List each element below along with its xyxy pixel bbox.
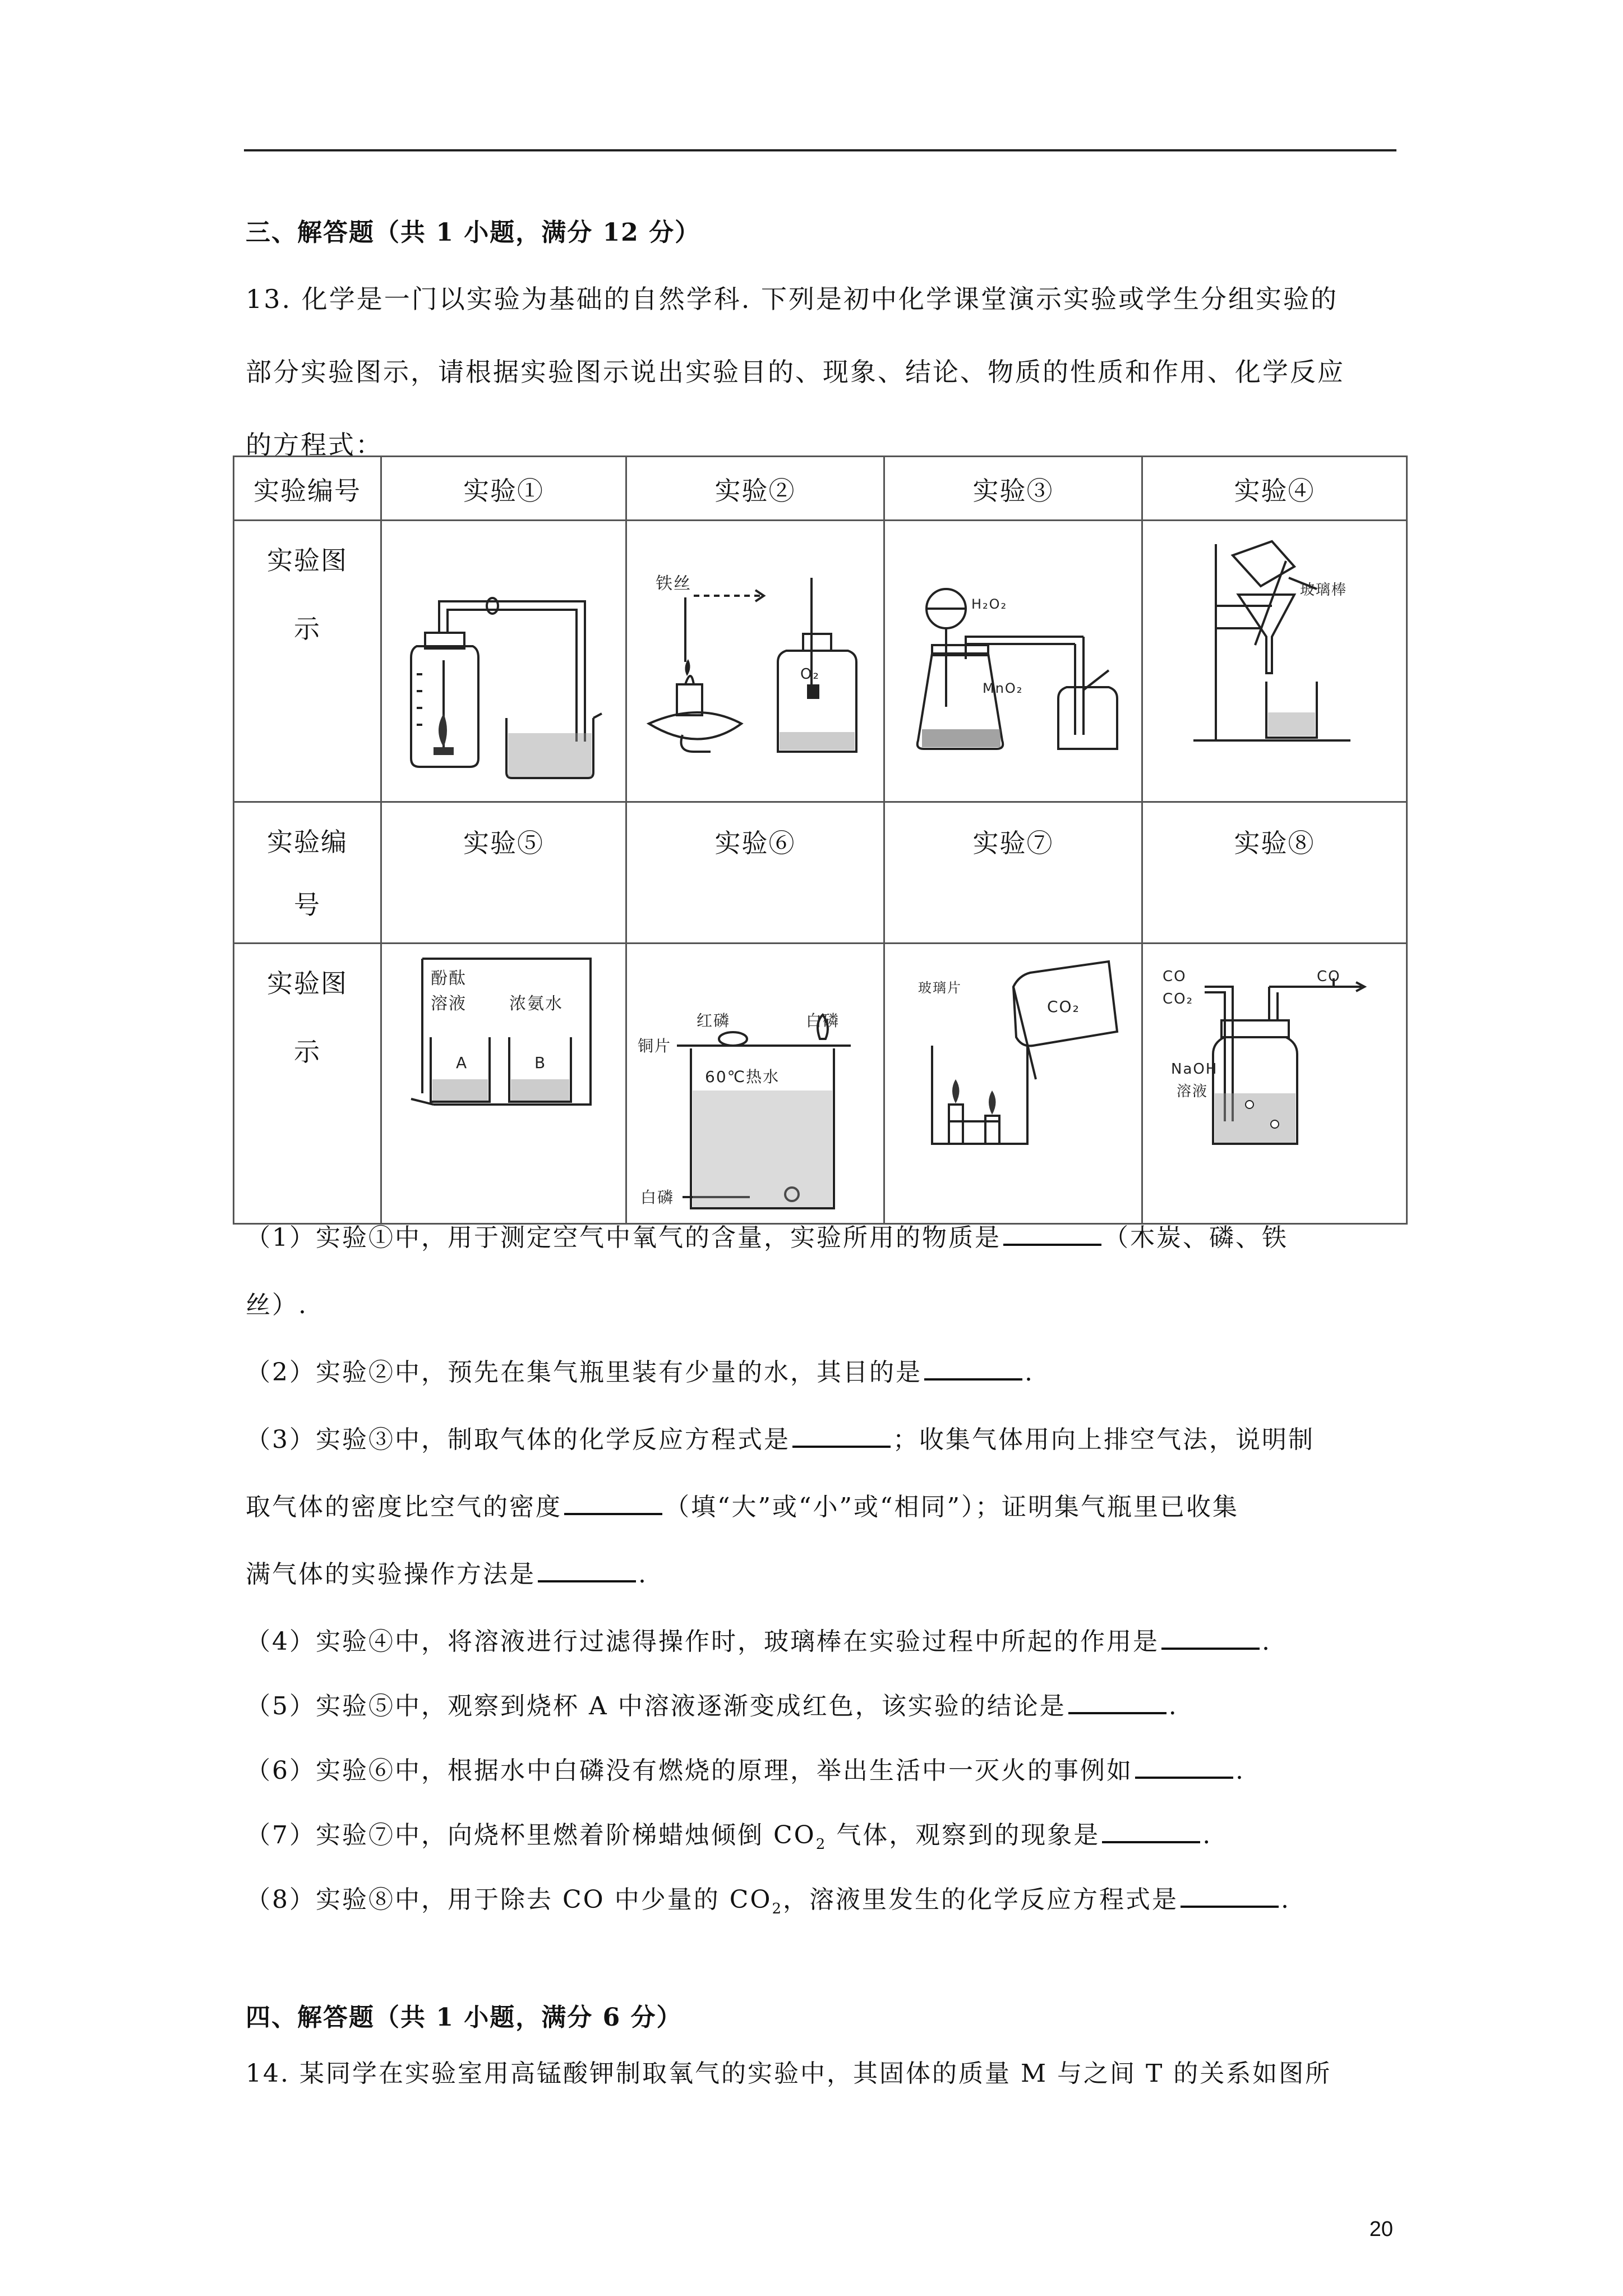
row-label-line-1: 实验图 [267,545,348,576]
q13-sub-7 [246,1815,1401,1853]
exp-8-figure [1142,944,1407,1224]
q13-sub-1-text: （1）实验①中，用于测定空气中氧气的含量，实验所用的物质是 [246,1223,1001,1252]
exp-7-label: 实验⑦ [884,802,1142,944]
exp-8-label-solution: 溶液 [1176,1083,1208,1100]
answer-blank[interactable] [792,1423,891,1448]
exp-2-label: 实验② [626,457,884,521]
exp-6-label-white-p: 白磷 [805,1011,840,1030]
answer-blank[interactable] [1068,1690,1166,1714]
table-row [234,802,1407,944]
exp-6-label-white-p-bottom: 白磷 [640,1188,674,1207]
section-3-title: 三、解答题（共 1 小题，满分 12 分） [246,218,701,247]
q13-intro-line-2: 部分实验图示，请根据实验图示说出实验目的、现象、结论、物质的性质和作用、化学反应 [246,357,1345,387]
exp-5-diagram [400,953,607,1121]
exp-5-figure [381,944,626,1224]
exp-5-label-b: B [534,1053,547,1072]
q13-intro-line-1: 13. 化学是一门以实验为基础的自然学科. 下列是初中化学课堂演示实验或学生分组实验的 [246,284,1339,314]
exp-1-figure [381,521,626,802]
q13-sub-4 [246,1621,1401,1657]
q14-line-1: 14. 某同学在实验室用高锰酸钾制取氧气的实验中，其固体的质量 M 与之间 T 的关系如图所 [246,2059,1332,2088]
exp-4-label: 实验④ [1142,457,1407,521]
experiment-table [233,455,1408,1225]
row-label [234,802,381,944]
exp-5-label-ammonia: 浓氨水 [509,994,563,1014]
answer-blank[interactable] [1102,1819,1200,1843]
q13-sub-8-text: （8）实验⑧中，用于除去 CO 中少量的 CO [246,1885,772,1914]
row-label [234,944,381,1224]
exp-8-label: 实验⑧ [1142,802,1407,944]
table-row [234,457,1407,521]
q13-sub-7-text: （7）实验⑦中，向烧杯里燃着阶梯蜡烛倾倒 CO [246,1821,816,1849]
q13-sub-3-text-4: （填“大”或“小”或“相同”）；证明集气瓶里已收集 [665,1493,1239,1521]
exp-5-label-phenol-a: 酚酞 [431,969,467,988]
q13-sub-8-end: . [1280,1885,1290,1914]
q13-sub-8 [246,1879,1401,1917]
q13-sub-3-text-5: 满气体的实验操作方法是 [246,1560,536,1589]
exp-8-diagram [1154,953,1395,1166]
q13-sub-3-end: . [638,1560,648,1589]
answer-blank[interactable] [1181,1883,1279,1908]
exp-1-label: 实验① [381,457,626,521]
q13-sub-2-end: . [1025,1358,1034,1387]
q13-sub-6-text: （6）实验⑥中，根据水中白磷没有燃烧的原理，举出生活中一灭火的事例如 [246,1756,1133,1785]
q13-sub-6 [246,1750,1401,1786]
row-label-line-2: 号 [294,890,321,920]
exp-5-label-phenol-b: 溶液 [431,994,467,1014]
q13-sub-5-text: （5）实验⑤中，观察到烧杯 A 中溶液逐渐变成红色，该实验的结论是 [246,1692,1066,1720]
exp-7-diagram [901,953,1126,1166]
answer-blank[interactable] [924,1356,1022,1381]
exp-5-label-a: A [456,1053,468,1072]
row-label-line-1: 实验图 [267,968,348,999]
table-row [234,944,1407,1224]
q13-sub-5 [246,1686,1401,1722]
q13-sub-7-text-2: 气体，观察到的现象是 [827,1821,1100,1849]
q13-sub-8-text-2: ，溶液里发生的化学反应方程式是 [782,1885,1178,1914]
exp-6-diagram [638,1006,873,1220]
exp-4-label-glass-rod: 玻璃棒 [1299,582,1347,599]
exp-8-label-co2-in: CO₂ [1162,991,1193,1007]
q13-sub-6-end: . [1235,1756,1245,1785]
q13-intro-line-3: 的方程式： [246,430,383,460]
table-row [234,521,1407,802]
exp-4-diagram [1182,533,1367,757]
subscript: 2 [772,1900,783,1917]
subscript: 2 [815,1835,827,1853]
exp-3-label-h2o2: H₂O₂ [971,596,1007,612]
q13-sub-3-line-2 [246,1487,1401,1522]
exp-7-label-co2: CO₂ [1046,997,1080,1016]
exp-3-label: 实验③ [884,457,1142,521]
exp-1-diagram [394,579,613,792]
exp-8-label-co-in: CO [1162,968,1187,985]
exp-2-diagram [643,555,868,780]
q13-sub-4-text: （4）实验④中，将溶液进行过滤得操作时，玻璃棒在实验过程中所起的作用是 [246,1627,1159,1656]
exp-6-figure [626,944,884,1224]
exp-3-label-mno2: MnO₂ [982,680,1023,696]
q13-sub-4-end: . [1262,1627,1271,1656]
q13-sub-3-line-3 [246,1554,1401,1590]
exp-2-label-o2: O₂ [800,666,820,683]
answer-blank[interactable] [1003,1221,1101,1246]
exp-3-figure [884,521,1142,802]
q13-sub-3-text: （3）实验③中，制取气体的化学反应方程式是 [246,1425,790,1454]
q13-sub-1-options: （木炭、磷、铁 [1104,1223,1288,1252]
q13-sub-3 [246,1419,1401,1455]
exp-4-figure [1142,521,1407,802]
q13-sub-7-end: . [1202,1821,1212,1849]
row-label-line-2: 示 [294,1037,321,1067]
row-label: 实验编号 [234,457,381,521]
exp-6-label-hot-water: 60℃热水 [704,1068,780,1086]
exp-6-label-red-p: 红磷 [696,1011,730,1030]
answer-blank[interactable] [538,1558,636,1582]
q13-intro [246,263,1401,481]
exp-6-label-copper: 铜片 [637,1037,671,1055]
exp-7-figure [884,944,1142,1224]
q13-sub-3-text-3: 取气体的密度比空气的密度 [246,1493,562,1521]
q13-sub-1 [246,1217,1401,1253]
row-label-line-2: 示 [294,614,321,644]
q13-sub-3-text-2: ；收集气体用向上排空气法，说明制 [893,1425,1315,1454]
exp-8-label-naoh: NaOH [1170,1061,1218,1078]
exp-6-label: 实验⑥ [626,802,884,944]
q13-sub-1-cont: 丝）. [246,1291,308,1319]
exp-5-label: 实验⑤ [381,802,626,944]
row-label [234,521,381,802]
exp-7-label-glass-sheet: 玻璃片 [917,980,962,996]
answer-blank[interactable] [1135,1754,1233,1779]
exp-8-label-co-out: CO [1316,968,1341,985]
page-number: 20 [1369,2217,1393,2241]
header-rule [244,149,1396,151]
q13-sub-5-end: . [1168,1692,1178,1720]
exp-2-figure [626,521,884,802]
q13-sub-2 [246,1352,1401,1388]
exp-3-diagram [898,555,1128,785]
q13-sub-2-text: （2）实验②中，预先在集气瓶里装有少量的水，其目的是 [246,1358,922,1387]
exp-2-label-iron-wire: 铁丝 [655,574,691,593]
section-4-title: 四、解答题（共 1 小题，满分 6 分） [246,2003,683,2032]
row-label-line-1: 实验编 [267,827,348,857]
answer-blank[interactable] [1161,1625,1260,1650]
answer-blank[interactable] [564,1490,662,1515]
